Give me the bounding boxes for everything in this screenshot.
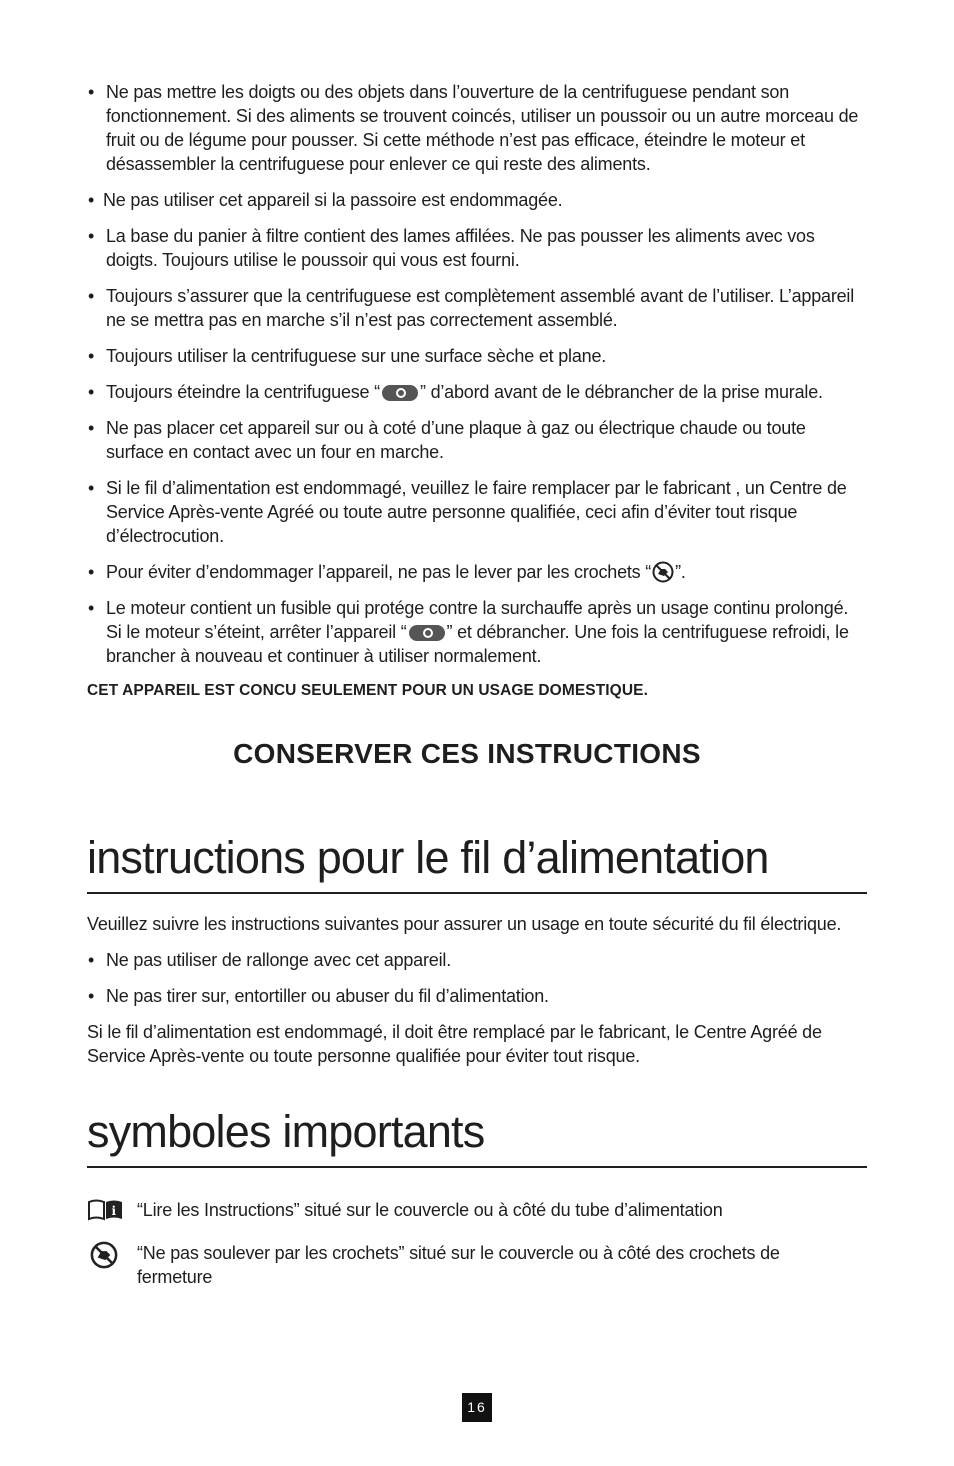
safety-item: • Ne pas placer cet appareil sur ou à coté d’une plaque à gaz ou électrique chaude ou toute surface en contact avec un four en marche. (87, 416, 867, 464)
cord-outro: Si le fil d’alimentation est endommagé, il doit être remplacé par le fabricant, le Centre Agréé de Service Après-vente ou toute personne qualifiée pour éviter tout risque. (87, 1022, 822, 1066)
safety-item: • Si le fil d’alimentation est endommagé, veuillez le faire remplacer par le fabricant , un Centre de Service Après-vente Agréé ou toute autre personne qualifiée, ceci afin d’éviter tout risque d’électrocution. (87, 476, 867, 548)
safety-item: • Ne pas utiliser cet appareil si la passoire est endommagée. (87, 188, 867, 212)
do-not-lift-icon (90, 1241, 118, 1269)
safety-list (87, 80, 867, 668)
safety-item: • Le moteur contient un fusible qui protége contre la surchauffe après un usage continu prolongé. Si le moteur s’éteint, arrêter l’appareil “ ” et débrancher. Une fois la centrifuguese refroidi, le brancher à nouveau et continuer à utiliser normalement. (87, 596, 867, 668)
domestic-use-notice: CET APPAREIL EST CONCU SEULEMENT POUR UN USAGE DOMESTIQUE. (87, 682, 648, 699)
page-content (87, 80, 867, 1289)
cord-item: • Ne pas tirer sur, entortiller ou abuser du fil d’alimentation. (87, 984, 867, 1008)
safety-item: • Toujours utiliser la centrifuguese sur une surface sèche et plane. (87, 344, 867, 368)
safety-item: • Ne pas mettre les doigts ou des objets dans l’ouverture de la centrifuguese pendant son fonctionnement. Si des aliments se trouvent coincés, utiliser un poussoir ou un autre morceau de fruit ou de légume pour pousser. Si cette méthode n’est pas efficace, éteindre le moteur et désassembler la centrifuguese pour enlever ce qui reste des aliments. (87, 80, 867, 176)
symbol-row (87, 1241, 867, 1289)
symbol-description: “Ne pas soulever par les crochets” situé sur le couvercle ou à côté des crochets de fermeture (137, 1243, 780, 1287)
safety-item: • La base du panier à filtre contient des lames affilées. Ne pas pousser les aliments avec vos doigts. Toujours utilise le poussoir qui vous est fourni. (87, 224, 867, 272)
cord-item: • Ne pas utiliser de rallonge avec cet appareil. (87, 948, 867, 972)
power-button-icon (409, 625, 445, 641)
page-number: 16 (462, 1393, 492, 1422)
symbol-row (87, 1198, 867, 1228)
power-button-icon (382, 385, 418, 401)
safety-item: • Toujours éteindre la centrifuguese “ ” d’abord avant de le débrancher de la prise murale. (87, 380, 867, 404)
cord-intro: Veuillez suivre les instructions suivantes pour assurer un usage en toute sécurité du fil électrique. (87, 914, 842, 934)
do-not-lift-icon (652, 561, 674, 583)
safety-item: • Pour éviter d’endommager l’appareil, ne pas le lever par les crochets “ ”. (87, 560, 867, 584)
read-instructions-icon (87, 1198, 125, 1222)
svg-text:i: i (111, 1204, 116, 1218)
symbols-section-title: symboles importants (87, 1106, 867, 1168)
cord-list (87, 948, 867, 1008)
safety-item: • Toujours s’assurer que la centrifuguese est complètement assemblé avant de l’utiliser. L’appareil ne se mettra pas en marche s’il n’est pas correctement assemblé. (87, 284, 867, 332)
symbol-description: “Lire les Instructions” situé sur le couvercle ou à côté du tube d’alimentation (137, 1200, 723, 1220)
keep-instructions-heading: CONSERVER CES INSTRUCTIONS (233, 738, 701, 769)
cord-section-title: instructions pour le fil d’alimentation (87, 832, 867, 894)
